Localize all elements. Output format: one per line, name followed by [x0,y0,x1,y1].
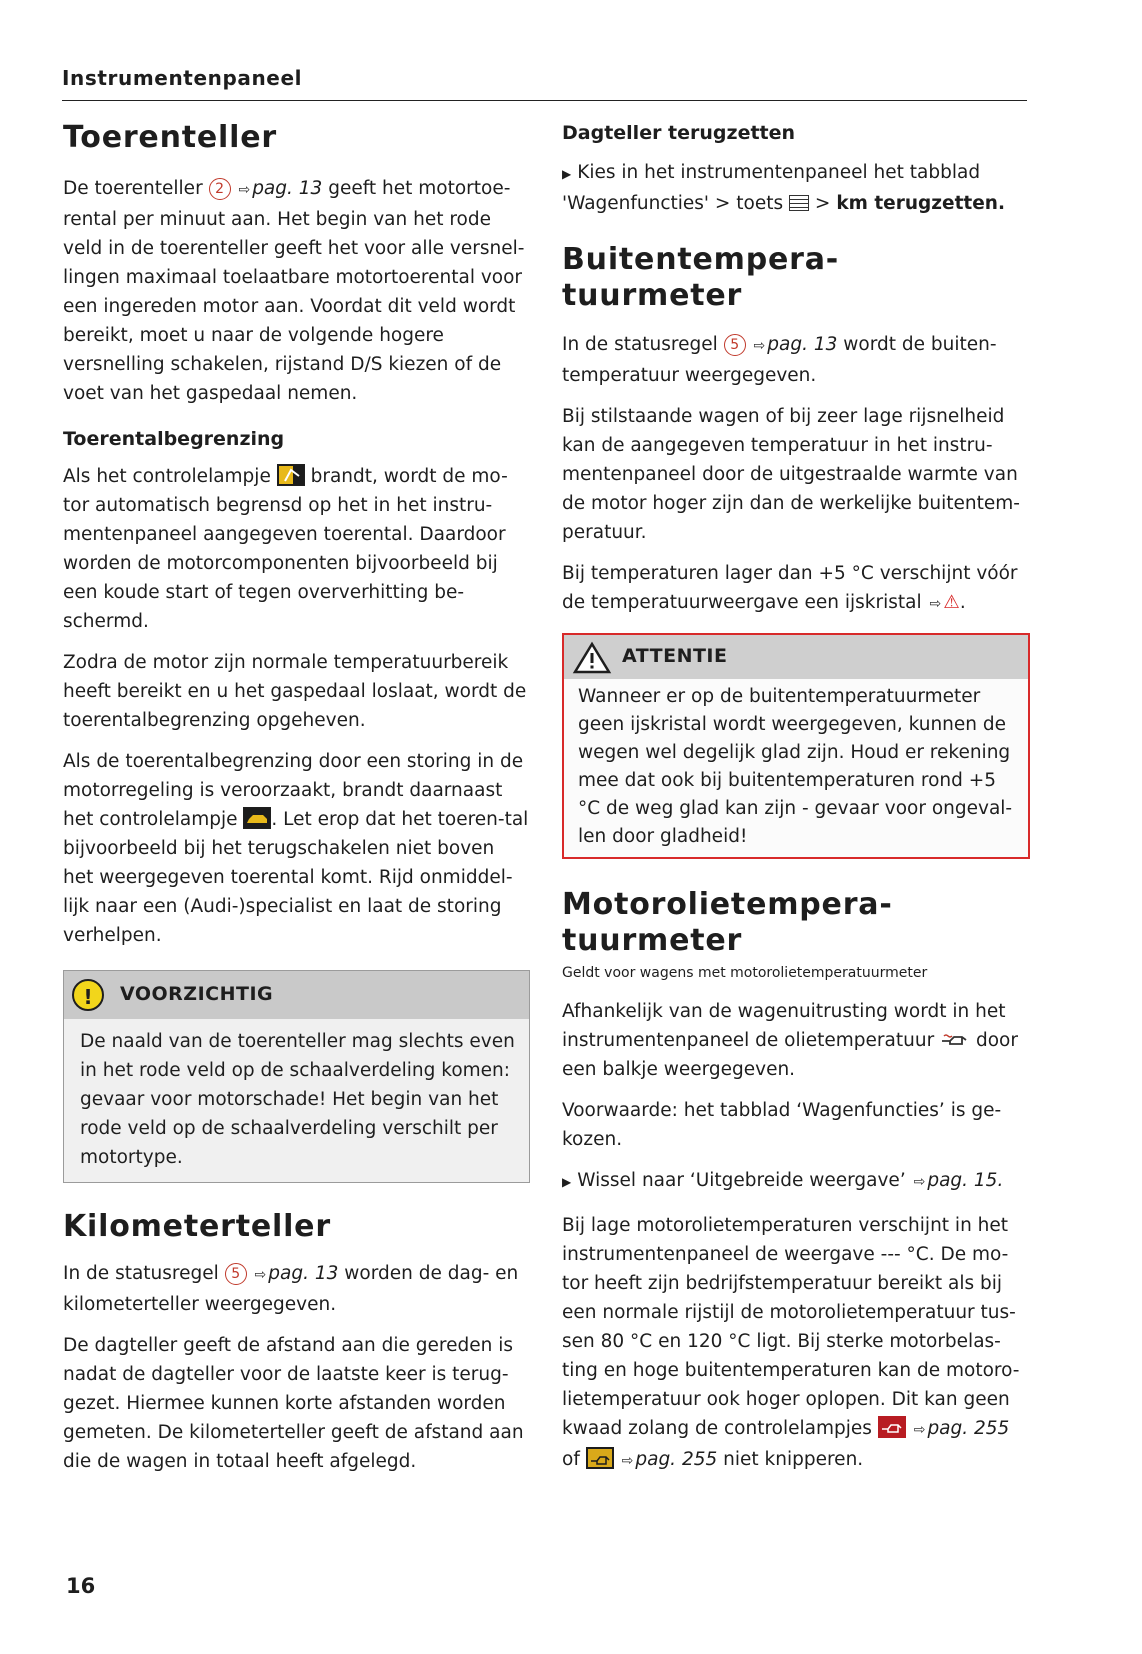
oil-level-yellow-lamp-icon [586,1447,614,1469]
header-title: Instrumentenpaneel [62,66,303,90]
km-reset-label: km terugzetten. [836,193,1006,214]
arrow-right-icon: ⇨ [753,338,766,354]
page-reference-link[interactable]: pag. 255 [635,1449,718,1470]
dagteller-step: ▶ Kies in het instrumentenpaneel het tabblad 'Wagenfuncties' > toets > km terugzetten. [562,162,1006,214]
warning-triangle-icon [572,641,612,675]
caution-label: VOORZICHTIG [120,983,274,1005]
olietemp-paragraph-1: Afhankelijk van de wagenuitrusting wordt in het instrumentenpaneel de olietemperatuur door een balkje weergegeven. [562,1001,1018,1080]
bullet-triangle-icon: ▶ [562,1175,572,1189]
buitentemp-paragraph-2: Bij stilstaande wagen of bij zeer lage rijsnelheid kan de aangegeven temperatuur in het instru-mentenpaneel door de uitgestraalde warmte van de motor hoger zijn dan de werkelijke buitentem-peratuur. [562,406,1020,543]
toerenteller-paragraph-1: De toerenteller 2 ⇨ pag. 13 geeft het motortoe-rental per minuut aan. Het begin van het rode veld in de toerenteller geeft het voor alle versnel-lingen maximaal toelaatbare motortoerental voor een ingereden motor aan. Voordat dit veld wordt bereikt, moet u naar de volgende hogere versnelling schakelen, rijstand D/S kiezen of de voet van het gaspedaal nemen. [63,178,525,404]
caution-icon: ! [72,979,104,1011]
heading-kilometerteller: Kilometerteller [63,1209,331,1244]
buitentemp-paragraph-3: Bij temperaturen lager dan +5 °C verschijnt vóór de temperatuurweergave een ijskristal ⇨ ⚠. [562,563,1018,613]
toerentalbegrenzing-paragraph-3: Als de toerentalbegrenzing door een storing in de motorregeling is veroorzaakt, brandt daarnaast het controlelampje . Let erop dat het toeren-tal bijvoorbeeld bij het terugschakelen niet boven het weergegeven toerental komt. Rijd onmiddel-lijk naar een (Audi-)specialist en laat de storing verhelpen. [63,751,529,946]
arrow-right-icon: ⇨ [929,596,942,612]
running-header [62,66,1027,101]
arrow-right-icon: ⇨ [913,1422,926,1438]
heading-motorolietemperatuurmeter: Motorolietempera- tuurmeter [562,887,893,958]
caution-box-body [64,1019,529,1182]
page-reference-link[interactable]: pag. 15. [927,1170,1004,1191]
callout-number: 5 [724,334,746,356]
olietemp-step: ▶ Wissel naar ‘Uitgebreide weergave’ ⇨ pag. 15. [562,1170,1004,1191]
arrow-right-icon: ⇨ [621,1453,634,1469]
olietemp-paragraph-3: Bij lage motorolietemperaturen verschijnt in het instrumentenpaneel de weergave --- °C. De mo-tor heeft zijn bedrijfstemperatuur bereikt als bij een normale rijstijl de motorolietemperatuur tus-sen 80 °C en 120 °C ligt. Bij sterke motorbelas-ting en hoge buitentemperaturen kan de motoro-lietemperatuur ook hoger oplopen. Dit kan geen kwaad zolang de controlelampjes ⇨ pag. 255 of ⇨ pag. 255 niet knipperen. [562,1215,1020,1470]
arrow-right-icon: ⇨ [238,182,251,198]
page-reference-link[interactable]: pag. 13 [268,1263,339,1284]
heading-buitentemperatuurmeter: Buitentempera- tuurmeter [562,242,840,313]
kilometerteller-paragraph-2: De dagteller geeft de afstand aan die gereden is nadat de dagteller voor de laatste keer is terug-gezet. Hiermee kunnen korte afstanden worden gemeten. De kilometerteller geeft de afstand aan die de wagen in totaal heeft afgelegd. [63,1335,524,1472]
bullet-triangle-icon: ▶ [562,167,572,181]
engine-fault-lamp-icon [243,807,271,829]
warning-triangle-icon[interactable]: ⚠ [943,592,960,613]
arrow-right-icon: ⇨ [913,1174,926,1190]
attention-label: ATTENTIE [622,645,728,667]
buitentemp-paragraph-1: In de statusregel 5 ⇨ pag. 13 wordt de buiten-temperatuur weergegeven. [562,334,997,386]
kilometerteller-paragraph-1: In de statusregel 5 ⇨ pag. 13 worden de dag- en kilometerteller weergegeven. [63,1263,519,1315]
menu-list-icon [789,195,809,211]
callout-number: 2 [209,178,231,200]
heading-toerentalbegrenzing: Toerentalbegrenzing [63,428,285,450]
attention-text: Wanneer er op de buitentemperatuurmeter geen ijskristal wordt weergegeven, kunnen de wegen wel degelijk glad zijn. Houd er rekening mee dat ook bij buitentemperaturen rond +5 °C de weg glad kan zijn - gevaar voor ongeval-len door gladheid! [578,686,1013,847]
toerentalbegrenzing-paragraph-2: Zodra de motor zijn normale temperatuurbereik heeft bereikt en u het gaspedaal loslaat, wordt de toerentalbegrenzing opgeheven. [63,652,527,731]
attention-box [562,633,1030,859]
caution-box [63,970,530,1183]
heading-dagteller-terugzetten: Dagteller terugzetten [562,122,796,144]
page-reference-link[interactable]: pag. 255 [927,1418,1010,1439]
page-number: 16 [66,1574,96,1598]
rpm-limit-warning-lamp-icon [277,464,305,486]
attention-box-body [564,679,1028,857]
oil-temperature-red-lamp-icon [878,1416,906,1438]
callout-number: 5 [225,1263,247,1285]
applicability-note: Geldt voor wagens met motorolietemperatuurmeter [562,965,928,981]
toerentalbegrenzing-paragraph: Als het controlelampje brandt, wordt de mo-tor automatisch begrensd op het in het instru-mentenpaneel aangegeven toerental. Daardoor worden de motorcomponenten bijvoorbeeld bij een koude start of tegen oververhitting be-schermd. [63,466,508,632]
caution-box-header [64,971,529,1019]
olietemp-paragraph-2: Voorwaarde: het tabblad ‘Wagenfuncties’ is ge-kozen. [562,1100,1002,1150]
arrow-right-icon: ⇨ [254,1267,267,1283]
left-column [63,120,530,1476]
oil-temperature-icon [940,1026,970,1040]
page-reference-link[interactable]: pag. 13 [252,178,323,199]
caution-text: De naald van de toerenteller mag slechts even in het rode veld op de schaalverdeling komen: gevaar voor motorschade! Het begin van het rode veld op de schaalverdeling verschilt per motortype. [80,1031,515,1168]
right-column [562,120,1030,1476]
heading-toerenteller: Toerenteller [63,120,277,155]
page-reference-link[interactable]: pag. 13 [767,334,838,355]
attention-box-header [564,635,1028,679]
